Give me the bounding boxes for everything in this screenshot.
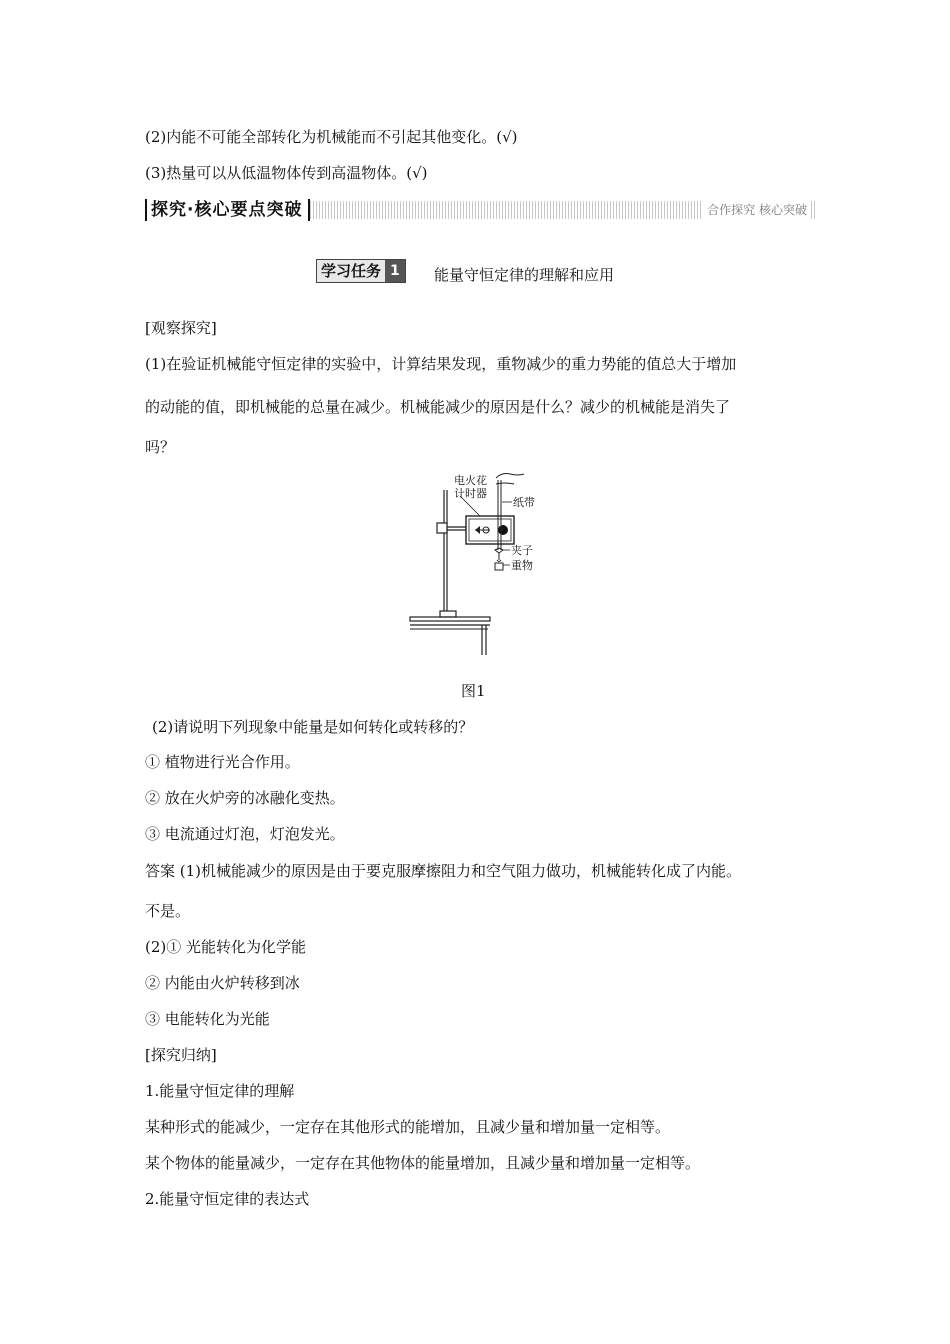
summary-p1-line2: 某个物体的能量减少，一定存在其他物体的能量增加，且减少量和增加量一定相等。: [145, 1154, 701, 1172]
q2-intro: (2)请说明下列现象中能量是如何转化或转移的？: [152, 718, 474, 736]
answer-line-1: 答案 (1)机械能减少的原因是由于要克服摩擦阻力和空气阻力做功，机械能转化成了内能。: [145, 862, 742, 880]
task-badge: [316, 259, 406, 283]
q1-line-1: (1)在验证机械能守恒定律的实验中，计算结果发现，重物减少的重力势能的值总大于增加: [145, 355, 737, 373]
task-title: 能量守恒定律的理解和应用: [434, 266, 615, 284]
q2-item-2: ② 放在火炉旁的冰融化变热。: [145, 789, 345, 807]
label-timer-1: 电火花: [454, 474, 487, 487]
statement-3: (3)热量可以从低温物体传到高温物体。(√): [145, 164, 428, 182]
summary-heading: [探究归纳]: [145, 1046, 217, 1064]
task-label: 学习任务: [321, 262, 382, 280]
answer-line-2: 不是。: [145, 902, 191, 920]
q1-line-2: 的动能的值，即机械能的总量在减少。机械能减少的原因是什么？减少的机械能是消失了: [145, 398, 731, 416]
figure-caption: 图1: [461, 682, 486, 700]
q2-item-3: ③ 电流通过灯泡，灯泡发光。: [145, 825, 345, 843]
summary-p2-title: 2.能量守恒定律的表达式: [145, 1190, 310, 1208]
label-tape: 纸带: [513, 496, 535, 509]
summary-p1-line1: 某种形式的能减少，一定存在其他形式的能增加，且减少量和增加量一定相等。: [145, 1118, 671, 1136]
answer-item-3: ③ 电能转化为光能: [145, 1010, 270, 1028]
answer-item-1: (2)① 光能转化为化学能: [145, 938, 307, 956]
q1-line-3: 吗？: [145, 438, 176, 456]
label-weight: 重物: [511, 559, 533, 572]
section-subtitle: 合作探究 核心突破: [703, 201, 811, 219]
summary-p1-title: 1.能量守恒定律的理解: [145, 1082, 295, 1100]
experiment-figure: [400, 470, 560, 660]
task-number: 1: [385, 260, 405, 282]
section-title: 探究·核心要点突破: [145, 199, 310, 221]
answer-item-2: ② 内能由火炉转移到冰: [145, 974, 300, 992]
observe-heading: [观察探究]: [145, 319, 217, 337]
q2-item-1: ① 植物进行光合作用。: [145, 753, 300, 771]
statement-2: (2)内能不可能全部转化为机械能而不引起其他变化。(√): [145, 128, 518, 146]
section-header: [145, 199, 817, 221]
label-clip: 夹子: [511, 544, 533, 557]
label-timer-2: 计时器: [454, 487, 487, 500]
